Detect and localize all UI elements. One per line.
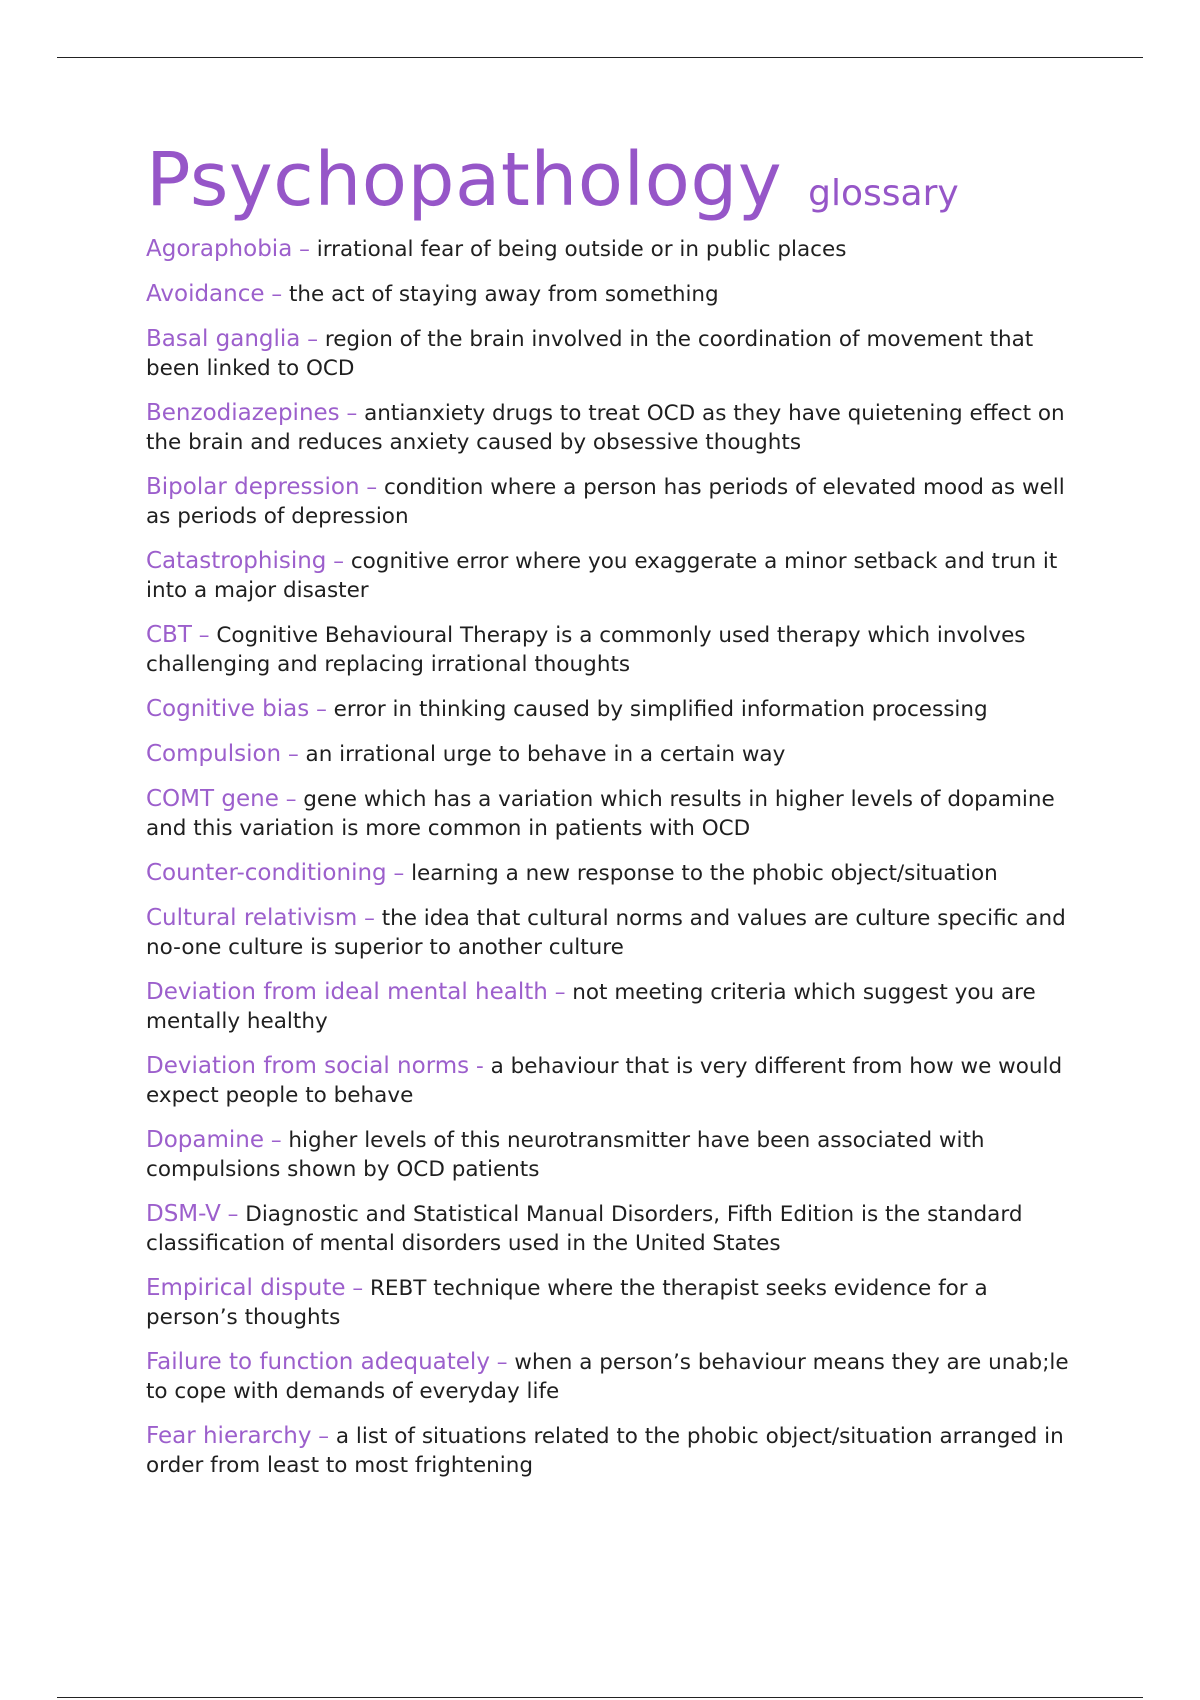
glossary-term: Cognitive bias xyxy=(146,696,310,723)
term-separator: – xyxy=(278,787,304,813)
glossary-entry xyxy=(146,621,1076,679)
term-separator: – xyxy=(264,1128,289,1154)
term-separator: - xyxy=(469,1054,491,1080)
glossary-term: CBT xyxy=(146,622,192,649)
glossary-entry xyxy=(146,904,1076,962)
term-separator: – xyxy=(264,282,289,308)
term-separator: – xyxy=(345,1276,370,1302)
glossary-entry xyxy=(146,978,1076,1036)
term-separator: – xyxy=(359,475,384,501)
glossary-entry xyxy=(146,473,1076,531)
term-separator: – xyxy=(489,1350,515,1376)
term-separator: – xyxy=(309,697,334,723)
term-separator: – xyxy=(292,237,317,263)
glossary-term: Benzodiazepines xyxy=(146,400,340,427)
glossary-definition: learning a new response to the phobic object/situation xyxy=(411,861,998,887)
glossary-term: Catastrophising xyxy=(146,548,327,575)
glossary-definition: higher levels of this neurotransmitter have been associated with compulsions shown by OCD patients xyxy=(146,1128,985,1183)
glossary-term: Empirical dispute xyxy=(146,1275,346,1302)
glossary-definition: the act of staying away from something xyxy=(288,282,719,308)
glossary-definition: the idea that cultural norms and values are culture specific and no-one culture is superior to another culture xyxy=(146,906,1066,961)
glossary-definition: region of the brain involved in the coordination of movement that been linked to OCD xyxy=(146,327,1034,382)
glossary-term: Counter-conditioning xyxy=(146,860,387,887)
glossary-entry xyxy=(146,547,1076,605)
glossary-term: Agoraphobia xyxy=(146,236,293,263)
glossary-entry xyxy=(146,785,1076,843)
page-title xyxy=(146,137,1076,223)
glossary-term: Avoidance xyxy=(146,281,265,308)
glossary-entry xyxy=(146,1126,1076,1184)
term-separator: – xyxy=(547,980,573,1006)
glossary-term: Cultural relativism xyxy=(146,905,358,932)
title-main: Psychopathology xyxy=(146,137,783,223)
glossary-term: COMT gene xyxy=(146,786,279,813)
glossary-entry xyxy=(146,1200,1076,1258)
glossary-term: Bipolar depression xyxy=(146,474,360,501)
glossary-entry xyxy=(146,325,1076,383)
top-rule xyxy=(57,57,1143,58)
term-separator: – xyxy=(300,327,325,353)
term-separator: – xyxy=(339,401,365,427)
bottom-rule xyxy=(57,1697,1143,1698)
glossary-definition: cognitive error where you exaggerate a minor setback and trun it into a major disaster xyxy=(146,549,1058,604)
glossary-entry xyxy=(146,1422,1076,1480)
glossary-term: Basal ganglia xyxy=(146,326,301,353)
title-subtitle: glossary xyxy=(808,173,959,214)
glossary-definition: a behaviour that is very different from how we would expect people to behave xyxy=(146,1054,1063,1109)
glossary-entry xyxy=(146,859,1076,888)
glossary-definition: an irrational urge to behave in a certain way xyxy=(305,742,786,768)
glossary-entry xyxy=(146,1274,1076,1332)
glossary-definition: a list of situations related to the phobic object/situation arranged in order from least to most frightening xyxy=(146,1424,1064,1479)
term-separator: – xyxy=(326,549,351,575)
term-separator: – xyxy=(357,906,382,932)
glossary-term: DSM-V xyxy=(146,1201,221,1228)
glossary-entry xyxy=(146,399,1076,457)
glossary-entry xyxy=(146,280,1076,309)
glossary-entry xyxy=(146,1348,1076,1406)
glossary-definition: gene which has a variation which results in higher levels of dopamine and this variation is more common in patients with OCD xyxy=(146,787,1055,842)
glossary-list xyxy=(146,235,1076,1480)
glossary-definition: Diagnostic and Statistical Manual Disorders, Fifth Edition is the standard classification of mental disorders used in the United States xyxy=(146,1202,1023,1257)
glossary-page xyxy=(146,137,1076,1496)
glossary-definition: Cognitive Behavioural Therapy is a commonly used therapy which involves challenging and replacing irrational thoughts xyxy=(146,623,1026,678)
glossary-definition: error in thinking caused by simplified information processing xyxy=(333,697,988,723)
glossary-term: Deviation from social norms xyxy=(146,1053,470,1080)
term-separator: – xyxy=(311,1424,336,1450)
glossary-entry xyxy=(146,1052,1076,1110)
glossary-definition: when a person’s behaviour means they are unab;le to cope with demands of everyday life xyxy=(146,1350,1069,1405)
glossary-term: Dopamine xyxy=(146,1127,264,1154)
glossary-term: Compulsion xyxy=(146,741,282,768)
glossary-term: Fear hierarchy xyxy=(146,1423,312,1450)
term-separator: – xyxy=(191,623,217,649)
glossary-term: Failure to function adequately xyxy=(146,1349,490,1376)
glossary-definition: irrational fear of being outside or in public places xyxy=(316,237,847,263)
glossary-entry xyxy=(146,235,1076,264)
term-separator: – xyxy=(281,742,306,768)
glossary-definition: not meeting criteria which suggest you are mentally healthy xyxy=(146,980,1036,1035)
glossary-term: Deviation from ideal mental health xyxy=(146,979,548,1006)
term-separator: – xyxy=(220,1202,246,1228)
glossary-entry xyxy=(146,695,1076,724)
glossary-definition: condition where a person has periods of elevated mood as well as periods of depression xyxy=(146,475,1065,530)
term-separator: – xyxy=(386,861,412,887)
glossary-definition: REBT technique where the therapist seeks evidence for a person’s thoughts xyxy=(146,1276,988,1331)
glossary-entry xyxy=(146,740,1076,769)
glossary-definition: antianxiety drugs to treat OCD as they have quietening effect on the brain and reduces anxiety caused by obsessive thoughts xyxy=(146,401,1065,456)
